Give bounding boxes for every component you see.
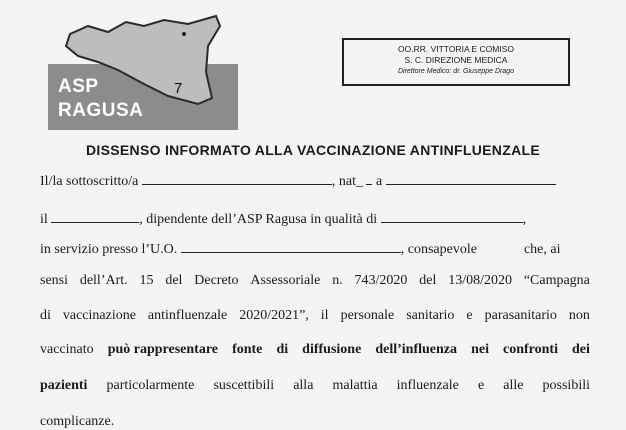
word: personale [340,308,395,323]
word: il [320,308,329,323]
department-stamp [342,38,570,86]
word-bold: dei [572,342,590,357]
line-5 [40,308,590,324]
text-comma: , [522,212,527,227]
line-4 [40,273,590,289]
word: suscettibili [213,378,275,393]
word: 13/08/2020 [448,273,512,288]
word: 15 [139,273,154,288]
birthdate-field[interactable] [51,210,139,223]
word-bold: dell’influenza [375,342,458,357]
name-field[interactable] [142,172,332,185]
word: malattia [332,378,378,393]
line-role [40,210,590,228]
line-6 [40,342,590,358]
word: alla [293,378,314,393]
logo-line-ragusa: RAGUSA [58,100,144,121]
line-7 [40,378,590,394]
word: vaccinato [40,342,94,357]
role-field[interactable] [381,210,523,223]
word: del [165,273,183,288]
text-born: , nat_ [331,174,363,189]
word: Assessoriale [250,273,321,288]
word: “Campagna [523,273,590,288]
word: 2020/2021”, [239,308,309,323]
logo-handwritten-number: 7 [174,80,183,97]
word-bold: confronti [503,342,558,357]
word-bold: fonte [232,342,263,357]
word: e [466,308,473,323]
text-at: a [375,174,383,189]
asp-ragusa-logo [48,12,238,130]
line-unit [40,240,590,258]
word: parasanitario [484,308,557,323]
word: vaccinazione [62,308,136,323]
unit-field[interactable] [181,240,401,253]
word: n. [332,273,343,288]
word: del [419,273,437,288]
document-title: DISSENSO INFORMATO ALLA VACCINAZIONE ANTINFLUENZALE [86,142,540,158]
word: complicanze. [40,414,115,429]
line-8 [40,414,590,430]
word-bold: di [276,342,289,357]
word: particolarmente [106,378,195,393]
word: alle [503,378,524,393]
line-name [40,172,590,190]
text-aware: , consapevole [400,242,477,257]
word: 743/2020 [354,273,408,288]
word: Decreto [194,273,239,288]
word-bold: pazienti [40,378,88,393]
text-undersigned: Il/la sottoscritto/a [40,174,139,189]
text-that: che, ai [523,242,561,257]
word: sanitario [406,308,455,323]
birthplace-field[interactable] [386,172,556,185]
word-bold: diffusione [302,342,362,357]
stamp-line-2: S. C. DIREZIONE MEDICA [404,55,508,65]
word: e [477,378,485,393]
logo-line-asp: ASP [58,76,99,97]
word-bold: può rappresentare [107,342,219,357]
gender-field[interactable] [366,172,372,185]
word: influenzale [396,378,459,393]
word: non [568,308,590,323]
text-service: in servizio presso l’U.O. [40,242,178,257]
word-bold: nei [471,342,489,357]
text-on: il [40,212,48,227]
word: dell’Art. [79,273,128,288]
word: antinfluenzale [147,308,228,323]
stamp-line-3: Direttore Medico: dr. Giuseppe Drago [397,68,515,75]
word: di [40,308,51,323]
stamp-line-1: OO.RR. VITTORIA E COMISO [397,44,515,54]
word: sensi [40,273,68,288]
text-employee: , dipendente dell’ASP Ragusa in qualità di [139,212,378,227]
word: possibili [542,378,590,393]
